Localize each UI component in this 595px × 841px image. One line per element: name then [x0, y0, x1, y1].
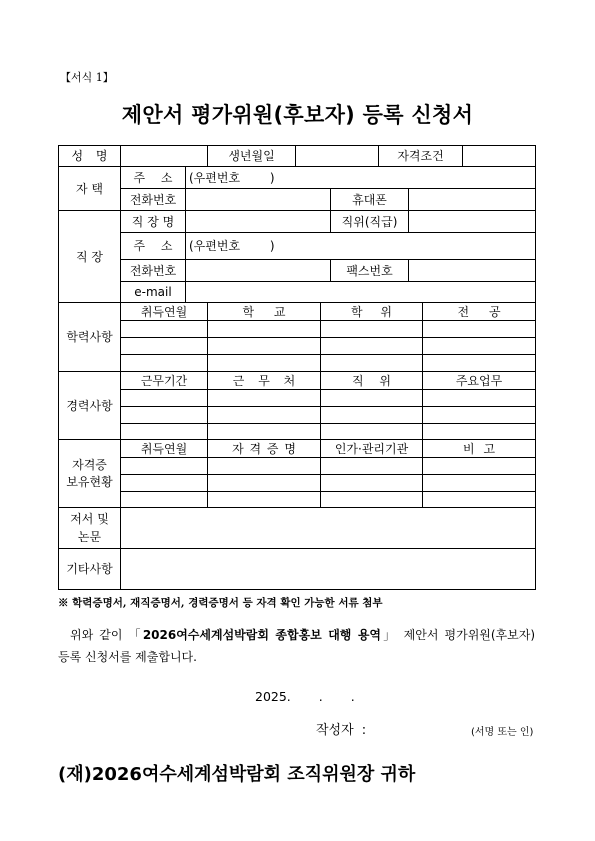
certificate-date-cell [121, 475, 208, 492]
home-phone-label: 전화번호 [121, 189, 186, 211]
certificate-date-cell [121, 458, 208, 475]
home-address-row [59, 167, 536, 189]
career-workplace-cell [208, 424, 321, 440]
education-row [59, 338, 536, 355]
certificate-col-date: 취득연월 [121, 440, 208, 458]
education-row [59, 321, 536, 338]
form-number: 【서식 1】 [60, 71, 114, 84]
career-period-cell [121, 407, 208, 424]
certificate-remarks-cell [423, 458, 536, 475]
certificate-date-cell [121, 492, 208, 508]
certificate-row [59, 458, 536, 475]
work-company-row [59, 211, 536, 233]
name-value-cell [121, 146, 208, 167]
education-date-cell [121, 355, 208, 372]
application-form-table [58, 145, 536, 590]
education-col-school: 학 교 [208, 303, 321, 321]
career-header-row [59, 372, 536, 390]
mobile-value-cell [409, 189, 536, 211]
career-duties-cell [423, 390, 536, 407]
publications-row [59, 508, 536, 549]
career-position-cell [321, 424, 423, 440]
career-col-workplace: 근 무 처 [208, 372, 321, 390]
career-workplace-cell [208, 390, 321, 407]
certificate-name-cell [208, 492, 321, 508]
certificate-row [59, 492, 536, 508]
career-period-cell [121, 424, 208, 440]
document-title: 제안서 평가위원(후보자) 등록 신청서 [121, 103, 474, 127]
education-date-cell [121, 338, 208, 355]
career-period-cell [121, 390, 208, 407]
career-col-position: 직 위 [321, 372, 423, 390]
education-major-cell [423, 355, 536, 372]
qualification-label: 자격조건 [379, 146, 463, 167]
education-major-cell [423, 338, 536, 355]
career-row [59, 407, 536, 424]
work-email-row [59, 282, 536, 303]
work-section-label: 직 장 [59, 211, 121, 303]
statement-opening: 위와 같이 「 [70, 628, 143, 642]
project-name: 2026여수세계섬박람회 종합홍보 대행 용역 [142, 628, 382, 642]
work-position-value-cell [409, 211, 536, 233]
education-degree-cell [321, 355, 423, 372]
name-label: 성 명 [59, 146, 121, 167]
home-address-label: 주 소 [121, 167, 186, 189]
submission-date: 2025. . . [255, 689, 355, 704]
certificate-row [59, 475, 536, 492]
career-col-duties: 주요업무 [423, 372, 536, 390]
others-label: 기타사항 [59, 549, 121, 590]
applicant-label: 작성자 : [316, 723, 367, 738]
certificate-col-name: 자 격 증 명 [208, 440, 321, 458]
career-col-period: 근무기간 [121, 372, 208, 390]
certificate-col-remarks: 비 고 [423, 440, 536, 458]
career-section-label: 경력사항 [59, 372, 121, 440]
work-phone-row [59, 260, 536, 282]
education-col-major: 전 공 [423, 303, 536, 321]
birth-date-label: 생년월일 [208, 146, 296, 167]
publications-value-cell [121, 508, 536, 549]
certificate-section-label: 자격증 보유현황 [59, 440, 121, 508]
education-col-date: 취득연월 [121, 303, 208, 321]
work-company-value-cell [186, 211, 331, 233]
certificate-issuer-cell [321, 458, 423, 475]
birth-date-value-cell [296, 146, 379, 167]
education-date-cell [121, 321, 208, 338]
education-header-row [59, 303, 536, 321]
certificate-name-cell [208, 458, 321, 475]
career-workplace-cell [208, 407, 321, 424]
education-degree-cell [321, 338, 423, 355]
education-degree-cell [321, 321, 423, 338]
career-duties-cell [423, 424, 536, 440]
certificate-remarks-cell [423, 492, 536, 508]
work-address-row [59, 233, 536, 260]
education-col-degree: 학 위 [321, 303, 423, 321]
education-row [59, 355, 536, 372]
certificate-issuer-cell [321, 475, 423, 492]
statement-line1-end: 」 제안서 평가위원(후보자) [381, 628, 536, 642]
addressee: (재)2026여수세계섬박람회 조직위원장 귀하 [58, 764, 416, 785]
education-school-cell [208, 338, 321, 355]
fax-label: 팩스번호 [331, 260, 409, 282]
home-section-label: 자 택 [59, 167, 121, 211]
career-position-cell [321, 390, 423, 407]
work-position-label: 직위(직급) [331, 211, 409, 233]
work-address-label: 주 소 [121, 233, 186, 260]
home-phone-row [59, 189, 536, 211]
personal-row [59, 146, 536, 167]
qualification-value-cell [463, 146, 536, 167]
certificate-col-issuer: 인가·관리기관 [321, 440, 423, 458]
education-school-cell [208, 321, 321, 338]
work-phone-value-cell [186, 260, 331, 282]
certificate-header-row [59, 440, 536, 458]
career-row [59, 424, 536, 440]
mobile-label: 휴대폰 [331, 189, 409, 211]
others-row [59, 549, 536, 590]
statement-paragraph [58, 624, 535, 668]
fax-value-cell [409, 260, 536, 282]
work-address-value: (우편번호 ) [186, 233, 536, 260]
certificate-issuer-cell [321, 492, 423, 508]
signature-hint: (서명 또는 인) [471, 727, 534, 738]
education-school-cell [208, 355, 321, 372]
career-duties-cell [423, 407, 536, 424]
home-address-value: (우편번호 ) [186, 167, 536, 189]
publications-label: 저서 및 논문 [59, 508, 121, 549]
statement-line-1 [58, 624, 535, 646]
others-value-cell [121, 549, 536, 590]
email-value-cell [186, 282, 536, 303]
email-label: e-mail [121, 282, 186, 303]
certificate-name-cell [208, 475, 321, 492]
education-section-label: 학력사항 [59, 303, 121, 372]
work-company-label: 직 장 명 [121, 211, 186, 233]
statement-line-2: 등록 신청서를 제출합니다. [58, 650, 197, 664]
education-major-cell [423, 321, 536, 338]
career-row [59, 390, 536, 407]
certificate-remarks-cell [423, 475, 536, 492]
home-phone-value-cell [186, 189, 331, 211]
work-phone-label: 전화번호 [121, 260, 186, 282]
attachment-note: ※ 학력증명서, 재직증명서, 경력증명서 등 자격 확인 가능한 서류 첨부 [58, 597, 383, 609]
career-position-cell [321, 407, 423, 424]
